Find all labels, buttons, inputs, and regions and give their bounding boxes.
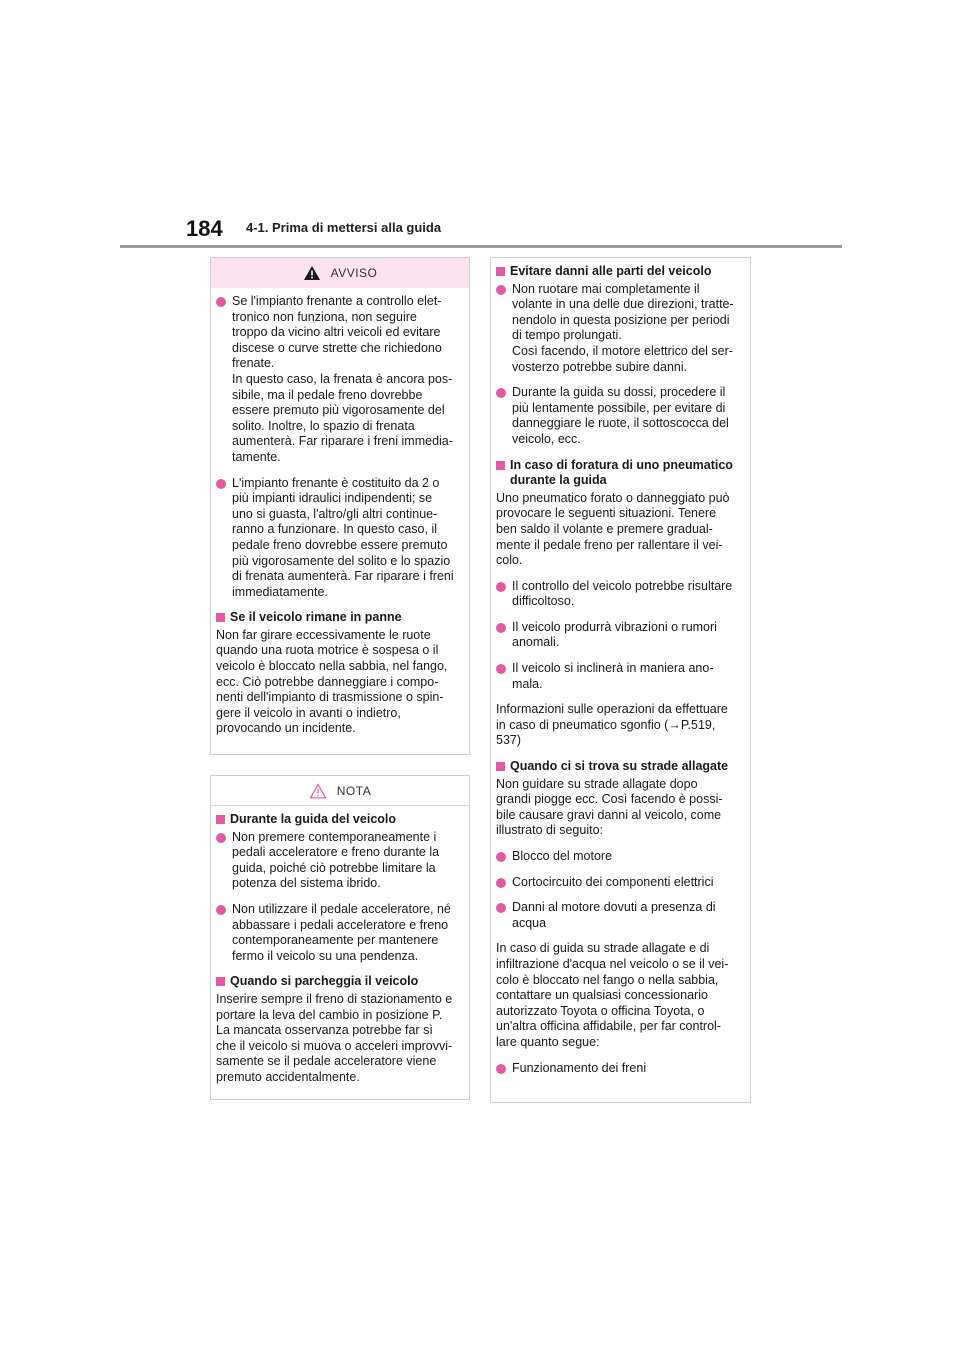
note-box	[210, 775, 470, 1100]
heading-text: Quando ci si trova su strade allagate	[510, 759, 729, 774]
info-box	[490, 257, 751, 1103]
bullet-text: Il veicolo produrrà vibrazioni o rumori anomali.	[512, 619, 717, 650]
bullet-text: Blocco del motore	[512, 849, 613, 863]
bullet-item	[496, 282, 744, 376]
subsection-heading	[216, 974, 463, 990]
paragraph: Non guidare su strade allagate dopo grandi piogge ecc. Così facendo è possi- bile causare gravi danni al veicolo, come illustrato di seguito:	[496, 776, 723, 838]
note-content	[211, 806, 469, 1104]
bullet-dot-icon	[216, 297, 226, 307]
bullet-item	[496, 620, 744, 651]
bullet-item	[216, 902, 463, 964]
paragraph: Non far girare eccessivamente le ruote quando una ruota motrice è sospesa o il veicolo è bloccato nella sabbia, nel fango, ecc. Ciò potrebbe danneggiare i compo- nenti dell'impianto di trasmissione o spin- gere il veicolo in avanti o indietro, provocando un incidente.	[216, 627, 448, 736]
bullet-item	[496, 579, 744, 610]
bullet-item	[496, 661, 744, 692]
bullet-item	[496, 1061, 744, 1077]
bullet-dot-icon	[496, 903, 506, 913]
bullet-dot-icon	[496, 582, 506, 592]
paragraph: Inserire sempre il freno di stazionamento e portare la leva del cambio in posizione P. La mancata osservanza potrebbe far sì che il veicolo si muova o acceleri improvvi- samente se il pedale acceleratore viene premuto accidentalmente.	[216, 991, 453, 1084]
note-label: NOTA	[336, 783, 372, 798]
bullet-item	[216, 294, 463, 466]
heading-text: Evitare danni alle parti del veicolo	[510, 264, 712, 278]
header-rule	[120, 245, 842, 248]
warning-box-header	[211, 258, 469, 288]
bullet-text: Danni al motore dovuti a presenza di acqua	[512, 900, 716, 930]
bullet-text: Non ruotare mai completamente il volante in una delle due direzioni, tratte- nendolo in questa posizione per periodi di tempo prolungati. Così facendo, il motore elettrico del ser- vosterzo potrebbe subire danni.	[512, 281, 734, 374]
bullet-text: Il veicolo si inclinerà in maniera ano- mala.	[512, 661, 714, 691]
square-marker-icon	[216, 977, 225, 986]
paragraph: In caso di guida su strade allagate e di infiltrazione d'acqua nel veicolo o se il vei- colo è bloccato nel fango o nella sabbia, contattare un qualsiasi concessionario autorizzato Toyota o officina Toyota, o un'altra officina affidabile, per far control- lare quanto segue:	[496, 941, 729, 1049]
page-number: 184	[186, 216, 223, 241]
bullet-dot-icon	[496, 388, 506, 398]
bullet-dot-icon	[496, 285, 506, 295]
caution-triangle-icon	[309, 783, 327, 799]
warning-box	[210, 257, 470, 755]
warning-label: AVVISO	[330, 266, 378, 280]
bullet-text: Funzionamento dei freni	[512, 1060, 647, 1075]
bullet-text: Se l'impianto frenante a controllo elet- tronico non funziona, non seguire troppo da vicino altri veicoli ed evitare discese o curve strette che richiedono frenate. In questo caso, la frenata è ancora pos- sibile, ma il pedale freno dovrebbe essere premuto più vigorosamente del solito. Inoltre, lo spazio di frenata aumenterà. Far riparare i freni immedia- tamente.	[232, 294, 453, 464]
subsection-heading	[496, 458, 744, 489]
subsection-heading	[496, 759, 744, 775]
square-marker-icon	[496, 461, 505, 470]
bullet-dot-icon	[216, 833, 226, 843]
bullet-text: Il controllo del veicolo potrebbe risultare difficoltoso.	[512, 578, 733, 609]
bullet-text: Non premere contemporaneamente i pedali acceleratore e freno durante la guida, poiché ciò potrebbe limitare la potenza del sistema ibrido.	[232, 829, 440, 891]
bullet-text: Durante la guida su dossi, procedere il più lentamente possibile, per evitare di danneggiare le ruote, il sottoscocca del veicolo, ecc.	[512, 385, 729, 446]
bullet-dot-icon	[496, 878, 506, 888]
paragraph: Informazioni sulle operazioni da effettuare in caso di pneumatico sgonfio (→P.519, 537)	[496, 702, 728, 748]
bullet-dot-icon	[496, 664, 506, 674]
bullet-item	[496, 875, 744, 891]
square-marker-icon	[216, 815, 225, 824]
heading-text: In caso di foratura di uno pneumatico durante la guida	[510, 457, 733, 488]
subsection-heading	[216, 610, 463, 626]
bullet-text: L'impianto frenante è costituito da 2 o più impianti idraulici indipendenti; se uno si guasta, l'altro/gli altri continue- ranno a funzionare. In questo caso, il pedale freno dovrebbe essere premuto più vigorosamente del solito e lo spazio di frenata aumenterà. Far riparare i freni immediatamente.	[232, 475, 454, 599]
square-marker-icon	[496, 762, 505, 771]
heading-text: Durante la guida del veicolo	[230, 812, 397, 826]
warning-triangle-icon	[303, 265, 321, 281]
bullet-item	[496, 849, 744, 865]
bullet-dot-icon	[496, 852, 506, 862]
paragraph: Uno pneumatico forato o danneggiato può provocare le seguenti situazioni. Tenere ben saldo il volante e premere gradual- mente il pedale freno per rallentare il vei- colo.	[496, 490, 730, 568]
subsection-heading	[216, 812, 463, 828]
bullet-item	[496, 900, 744, 931]
bullet-item	[496, 385, 744, 447]
heading-text: Se il veicolo rimane in panne	[230, 610, 402, 625]
square-marker-icon	[496, 267, 505, 276]
bullet-dot-icon	[496, 623, 506, 633]
bullet-item	[216, 830, 463, 892]
warning-content	[211, 288, 469, 755]
info-content	[491, 258, 750, 1094]
bullet-dot-icon	[216, 905, 226, 915]
bullet-text: Non utilizzare il pedale acceleratore, né abbassare i pedali acceleratore e freno contemporaneamente per mantenere fermo il veicolo su una pendenza.	[232, 901, 451, 963]
bullet-dot-icon	[216, 479, 226, 489]
bullet-text: Cortocircuito dei componenti elettrici	[512, 874, 714, 889]
bullet-item	[216, 476, 463, 601]
square-marker-icon	[216, 613, 225, 622]
note-box-header	[211, 776, 469, 806]
section-title: 4-1. Prima di mettersi alla guida	[246, 220, 442, 235]
heading-text: Quando si parcheggia il veicolo	[230, 974, 419, 989]
subsection-heading	[496, 264, 744, 280]
bullet-dot-icon	[496, 1064, 506, 1074]
